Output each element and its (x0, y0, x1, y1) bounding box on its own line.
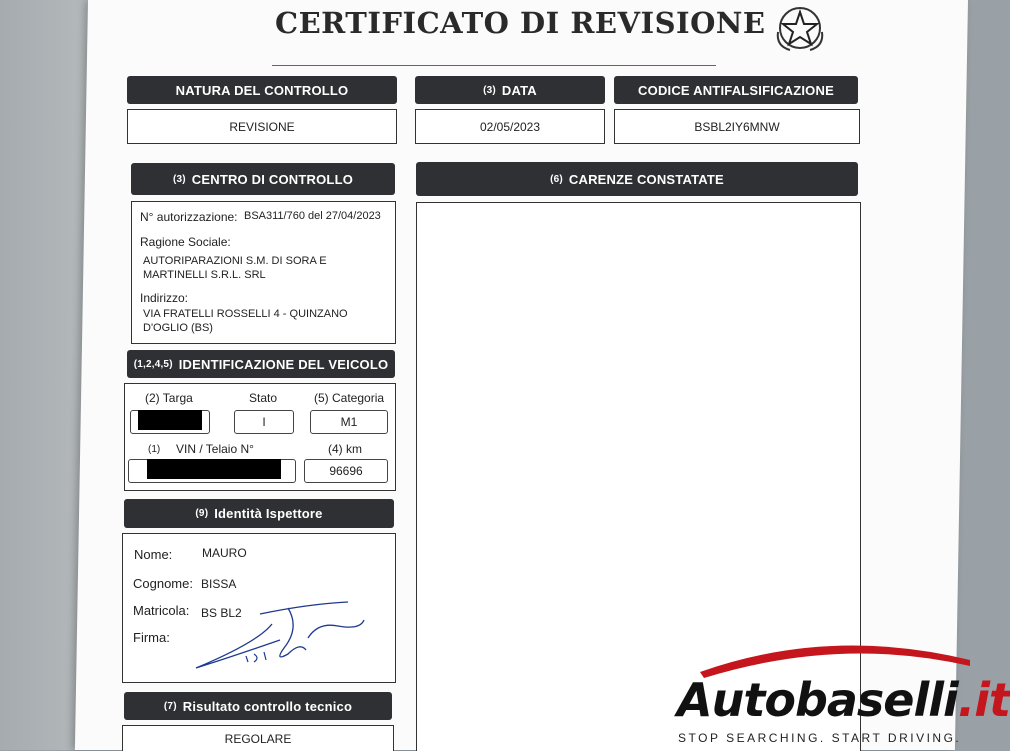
cognome-value: BISSA (201, 577, 237, 591)
carenze-header: (6) CARENZE CONSTATATE (416, 162, 858, 196)
categoria-field: M1 (310, 410, 388, 434)
cognome-label: Cognome: (133, 576, 193, 591)
autobaselli-logo: Autobaselli.it (677, 673, 1010, 727)
stato-field: I (234, 410, 294, 434)
codice-value: BSBL2IY6MNW (694, 119, 780, 134)
italian-republic-emblem-icon (772, 2, 828, 54)
autorizzazione-label: N° autorizzazione: (140, 210, 238, 224)
title-divider (272, 65, 716, 66)
data-header: (3) DATA (415, 76, 605, 104)
risultato-header: (7) Risultato controllo tecnico (124, 692, 392, 720)
firma-label: Firma: (133, 630, 170, 645)
stato-label: Stato (249, 391, 278, 405)
natura-header: NATURA DEL CONTROLLO (127, 76, 397, 104)
ragione-line1: AUTORIPARAZIONI S.M. DI SORA E (143, 255, 327, 267)
vin-label: VIN / Telaio N° (176, 442, 254, 456)
indirizzo-line1: VIA FRATELLI ROSSELLI 4 - QUINZANO (143, 308, 348, 320)
ragione-label: Ragione Sociale: (140, 235, 231, 249)
centro-header: (3) CENTRO DI CONTROLLO (131, 163, 395, 195)
indirizzo-label: Indirizzo: (140, 291, 189, 305)
brand-tagline: STOP SEARCHING. START DRIVING. (678, 731, 962, 745)
natura-value: REVISIONE (229, 119, 295, 134)
document-title: CERTIFICATO DI REVISIONE (275, 6, 766, 40)
risultato-value: REGOLARE (224, 732, 292, 746)
indirizzo-line2: D'OGLIO (BS) (143, 322, 213, 334)
nome-value: MAURO (202, 546, 247, 560)
vin-redaction (147, 459, 281, 479)
km-label: (4) km (328, 442, 362, 456)
vin-num: (1) (148, 444, 161, 455)
ragione-line2: MARTINELLI S.R.L. SRL (143, 269, 266, 281)
matricola-label: Matricola: (133, 603, 190, 618)
autorizzazione-value: BSA311/760 del 27/04/2023 (244, 210, 381, 222)
codice-header: CODICE ANTIFALSIFICAZIONE (614, 76, 858, 104)
nome-label: Nome: (134, 547, 173, 562)
inspector-signature (188, 598, 368, 672)
km-field: 96696 (304, 459, 388, 483)
matricola-value: BS BL2 (201, 606, 242, 620)
categoria-label: (5) Categoria (314, 391, 385, 405)
data-value: 02/05/2023 (479, 119, 541, 134)
targa-label: (2) Targa (145, 391, 193, 405)
targa-redaction (138, 410, 202, 430)
veicolo-header: (1,2,4,5) IDENTIFICAZIONE DEL VEICOLO (127, 350, 395, 378)
ispettore-header: (9) Identità Ispettore (124, 499, 394, 528)
